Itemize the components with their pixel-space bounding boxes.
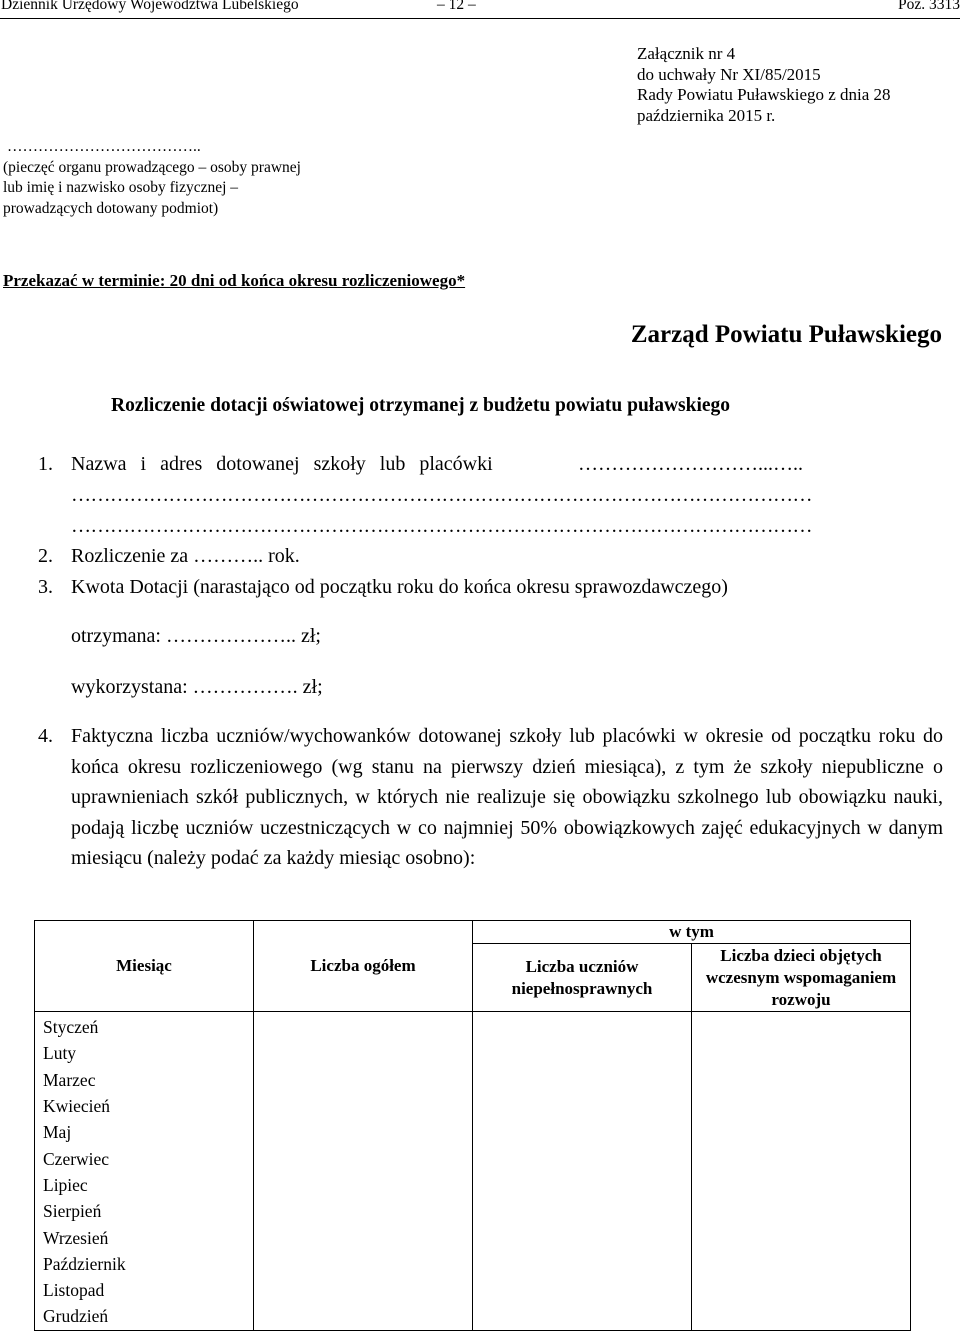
table-row: [35, 1012, 911, 1041]
position-number: Poz. 3313: [898, 0, 960, 13]
value-cell[interactable]: [254, 1224, 473, 1250]
value-cell[interactable]: [692, 1067, 911, 1093]
annex-note: [637, 44, 891, 126]
header-total: Liczba ogółem: [254, 921, 473, 1012]
item-4-text: Faktyczna liczba uczniów/wychowanków dotowanej szkoły lub placówki w okresie od początku roku do końca okresu rozliczeniowego (wg stanu na pierwszy dzień miesiąca), z tym że szkoły niepubliczne o uprawnieniach szkół publicznych, w których nie realizuje się obowiązku szkolnego lub obowiązku nauki, podają liczbę uczniów uczestniczących w co najmniej 50% obowiązkowych zajęć edukacyjnych w danym miesiącu (należy podać za każdy miesiąc osobno):: [71, 725, 943, 869]
form-title: Rozliczenie dotacji oświatowej otrzymanej z budżetu powiatu puławskiego: [111, 395, 731, 416]
table-row: [35, 1303, 911, 1330]
header-disabled: Liczba uczniów niepełnosprawnych: [473, 944, 692, 1012]
month-cell: Czerwiec: [35, 1145, 254, 1171]
item-3-label: Kwota Dotacji (narastająco od początku roku do końca okresu sprawozdawczego): [71, 576, 728, 598]
value-cell[interactable]: [692, 1012, 911, 1041]
value-cell[interactable]: [692, 1224, 911, 1250]
header-group: w tym: [473, 921, 911, 944]
value-cell[interactable]: [692, 1172, 911, 1198]
month-cell: Marzec: [35, 1067, 254, 1093]
monthly-students-table: [34, 920, 911, 1331]
table-row: [35, 1251, 911, 1277]
value-cell[interactable]: [254, 1145, 473, 1171]
month-cell: Lipiec: [35, 1172, 254, 1198]
recipient: Zarząd Powiatu Puławskiego: [630, 321, 942, 348]
annex-line-1: Załącznik nr 4: [637, 44, 736, 63]
annex-line-3: Rady Powiatu Puławskiego z dnia 28: [637, 85, 891, 104]
annex-line-4: października 2015 r.: [637, 105, 776, 125]
value-cell[interactable]: [473, 1093, 692, 1119]
month-cell: Kwiecień: [35, 1093, 254, 1119]
amount-received: otrzymana: ……………….. zł;: [71, 625, 321, 647]
value-cell[interactable]: [254, 1119, 473, 1145]
stamp-line-1: (pieczęć organu prowadzącego – osoby prawnej: [3, 158, 301, 176]
month-cell: Listopad: [35, 1277, 254, 1303]
item-3-number: 3.: [38, 576, 53, 598]
item-2-number: 2.: [38, 545, 53, 567]
month-cell: Październik: [35, 1251, 254, 1277]
table-row: [35, 1145, 911, 1171]
deadline-notice: Przekazać w terminie: 20 dni od końca okresu rozliczeniowego*: [3, 271, 466, 290]
table-row: [35, 1119, 911, 1145]
value-cell[interactable]: [692, 1119, 911, 1145]
table-row: [35, 1067, 911, 1093]
value-cell[interactable]: [473, 1303, 692, 1330]
stamp-dots: ………………………………..: [7, 138, 201, 155]
value-cell[interactable]: [254, 1172, 473, 1198]
journal-name: Dziennik Urzędowy Województwa Lubelskiego: [1, 0, 299, 13]
stamp-line-3: prowadzących dotowany podmiot): [3, 199, 219, 217]
running-header: [0, 0, 960, 14]
table-row: [35, 1093, 911, 1119]
value-cell[interactable]: [254, 1093, 473, 1119]
item-1-label: Nazwa i adres dotowanej szkoły lub placówki: [71, 453, 493, 475]
value-cell[interactable]: [473, 1277, 692, 1303]
value-cell[interactable]: [473, 1040, 692, 1066]
month-cell: Maj: [35, 1119, 254, 1145]
value-cell[interactable]: [254, 1067, 473, 1093]
value-cell[interactable]: [254, 1251, 473, 1277]
table-row: [35, 1224, 911, 1250]
item-4-number: 4.: [38, 725, 53, 747]
page-number: – 12 –: [437, 0, 476, 13]
month-cell: Sierpień: [35, 1198, 254, 1224]
annex-line-2: do uchwały Nr XI/85/2015: [637, 64, 821, 84]
value-cell[interactable]: [473, 1224, 692, 1250]
item-1-dots-line-3: ……………………………………………………………………………………………………: [71, 515, 812, 537]
value-cell[interactable]: [692, 1145, 911, 1171]
header-month: Miesiąc: [35, 921, 254, 1012]
value-cell[interactable]: [692, 1093, 911, 1119]
value-cell[interactable]: [254, 1277, 473, 1303]
item-4: [38, 721, 943, 874]
table-row: [35, 1172, 911, 1198]
value-cell[interactable]: [692, 1303, 911, 1330]
month-cell: Styczeń: [35, 1012, 254, 1041]
item-1-number: 1.: [38, 453, 53, 475]
value-cell[interactable]: [473, 1172, 692, 1198]
value-cell[interactable]: [692, 1277, 911, 1303]
month-cell: Wrzesień: [35, 1224, 254, 1250]
value-cell[interactable]: [473, 1067, 692, 1093]
amount-used: wykorzystana: ……………. zł;: [71, 676, 323, 698]
item-1-dots-line-2: ……………………………………………………………………………………………………: [71, 484, 812, 506]
table-row: [35, 1198, 911, 1224]
value-cell[interactable]: [254, 1012, 473, 1041]
header-divider: [0, 18, 960, 19]
value-cell[interactable]: [254, 1303, 473, 1330]
item-1-dots: ………………………...…..: [578, 453, 803, 475]
value-cell[interactable]: [254, 1198, 473, 1224]
value-cell[interactable]: [692, 1040, 911, 1066]
value-cell[interactable]: [473, 1119, 692, 1145]
month-cell: Grudzień: [35, 1303, 254, 1330]
value-cell[interactable]: [473, 1012, 692, 1041]
table-row: [35, 1277, 911, 1303]
value-cell[interactable]: [692, 1251, 911, 1277]
month-cell: Luty: [35, 1040, 254, 1066]
value-cell[interactable]: [473, 1145, 692, 1171]
value-cell[interactable]: [692, 1198, 911, 1224]
stamp-line-2: lub imię i nazwisko osoby fizycznej –: [3, 179, 239, 196]
header-early-support: Liczba dzieci objętych wczesnym wspomaganiem rozwoju: [692, 944, 911, 1012]
stamp-block: [3, 137, 301, 219]
value-cell[interactable]: [473, 1198, 692, 1224]
item-2-label: Rozliczenie za ……….. rok.: [71, 545, 300, 567]
table-row: [35, 1040, 911, 1066]
value-cell[interactable]: [254, 1040, 473, 1066]
value-cell[interactable]: [473, 1251, 692, 1277]
